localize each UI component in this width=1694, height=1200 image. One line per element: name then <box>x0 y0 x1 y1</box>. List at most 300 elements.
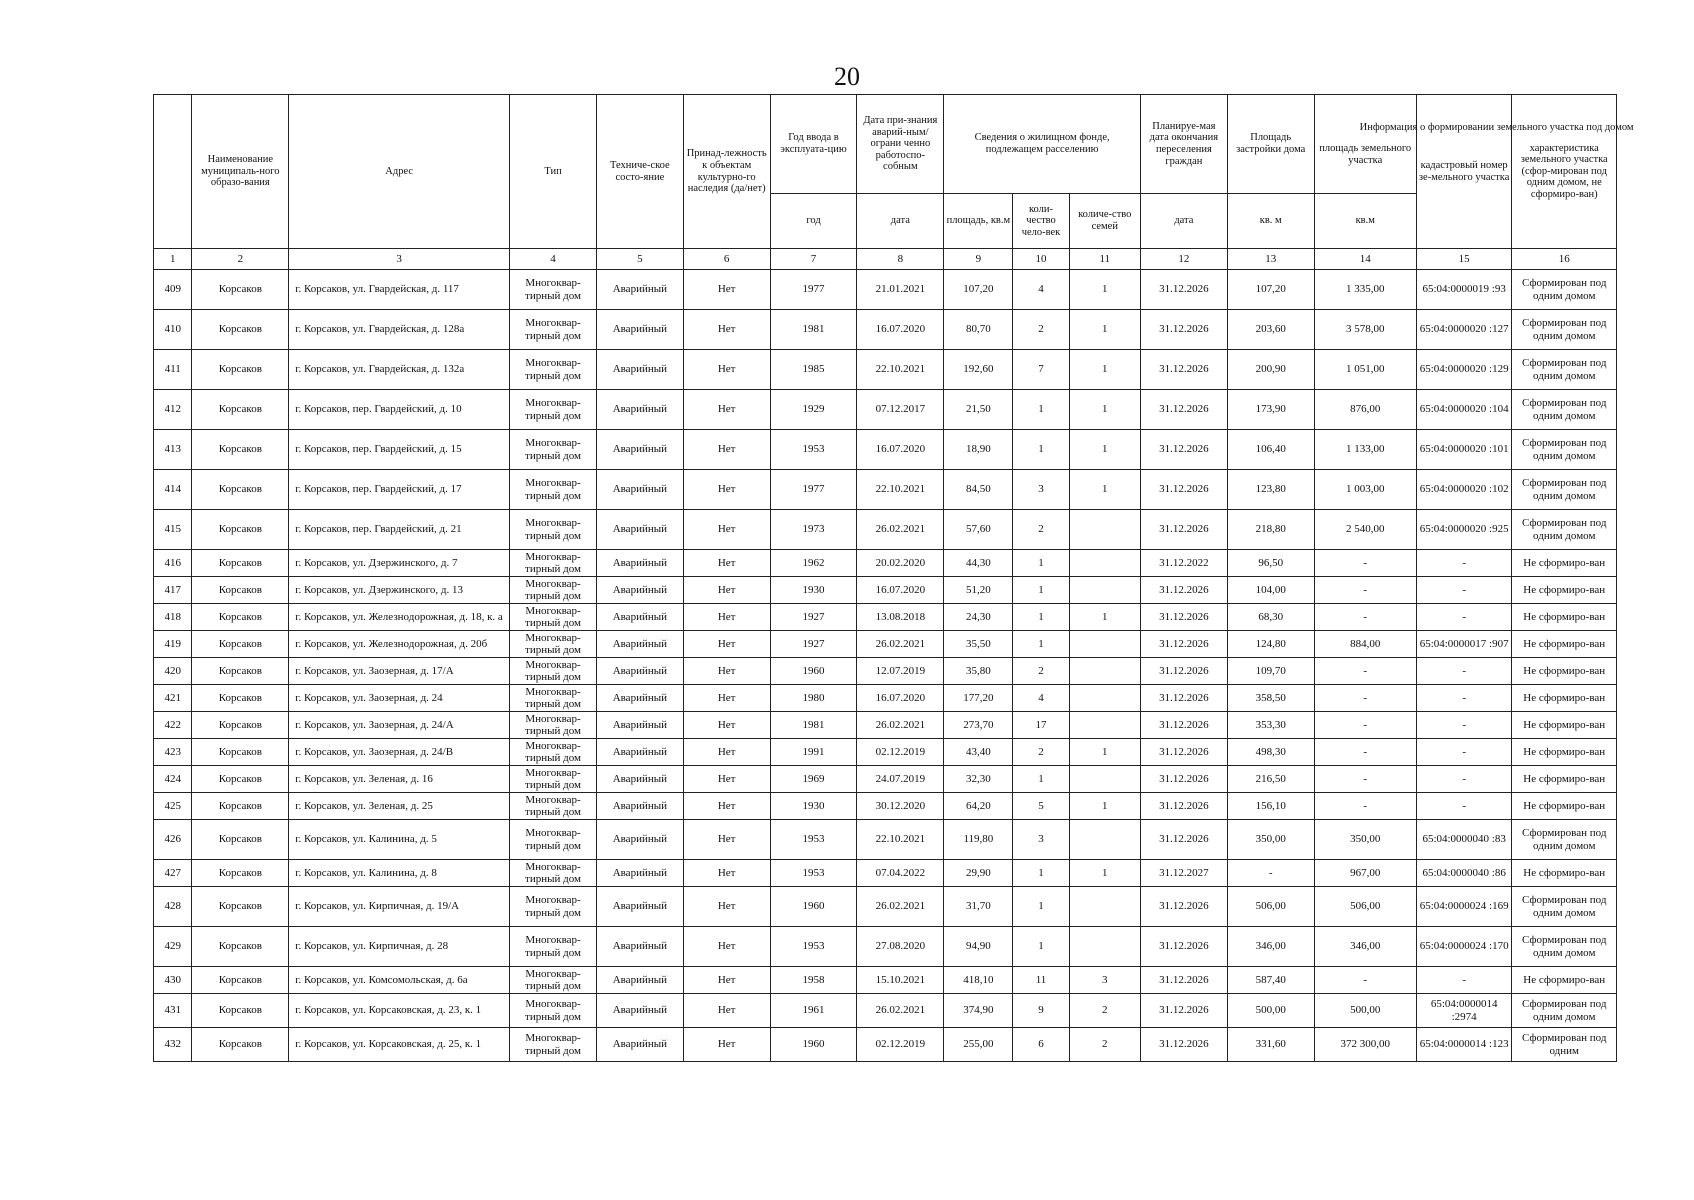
heritage-cell: Нет <box>683 1028 770 1062</box>
address-cell: г. Корсаков, ул. Корсаковская, д. 25, к. 1 <box>289 1028 510 1062</box>
year-cell: 1958 <box>770 967 857 994</box>
cadastral-number-cell: - <box>1416 793 1512 820</box>
land-area-cell: 967,00 <box>1314 860 1416 887</box>
header-heritage: Принад-лежность к объектам культурно-го наследия (да/нет) <box>683 95 770 249</box>
people-cell: 1 <box>1013 390 1069 430</box>
year-cell: 1930 <box>770 793 857 820</box>
year-cell: 1960 <box>770 1028 857 1062</box>
header-row-number <box>154 95 192 249</box>
people-cell: 2 <box>1013 510 1069 550</box>
header-land-area-unit: кв.м <box>1314 194 1416 249</box>
families-cell: 2 <box>1069 1028 1140 1062</box>
people-cell: 1 <box>1013 577 1069 604</box>
building-area-cell: 106,40 <box>1227 430 1314 470</box>
condition-cell: Аварийный <box>596 994 683 1028</box>
land-area-cell: 372 300,00 <box>1314 1028 1416 1062</box>
families-cell <box>1069 577 1140 604</box>
header-land-info-group: Информация о формировании земельного участка под домом <box>1359 121 1634 133</box>
table-row <box>154 310 1617 350</box>
emergency-date-cell: 12.07.2019 <box>857 658 944 685</box>
header-land-characteristic: характеристика земельного участка (сфор-мирован под одним домом, не сформиро-ван) <box>1512 95 1617 249</box>
address-cell: г. Корсаков, пер. Гвардейский, д. 21 <box>289 510 510 550</box>
row-number: 416 <box>154 550 192 577</box>
header-address: Адрес <box>289 95 510 249</box>
building-area-cell: 346,00 <box>1227 927 1314 967</box>
condition-cell: Аварийный <box>596 270 683 310</box>
relocation-date-cell: 31.12.2026 <box>1140 994 1227 1028</box>
heritage-cell: Нет <box>683 712 770 739</box>
municipality-cell: Корсаков <box>192 927 289 967</box>
condition-cell: Аварийный <box>596 793 683 820</box>
people-cell: 2 <box>1013 658 1069 685</box>
area-cell: 94,90 <box>944 927 1013 967</box>
people-cell: 1 <box>1013 927 1069 967</box>
people-cell: 7 <box>1013 350 1069 390</box>
land-characteristic-cell: Сформирован под одним домом <box>1512 470 1617 510</box>
table-row <box>154 860 1617 887</box>
heritage-cell: Нет <box>683 604 770 631</box>
table-row <box>154 994 1617 1028</box>
emergency-date-cell: 15.10.2021 <box>857 967 944 994</box>
area-cell: 29,90 <box>944 860 1013 887</box>
heritage-cell: Нет <box>683 739 770 766</box>
type-cell: Многоквар-тирный дом <box>510 658 597 685</box>
area-cell: 107,20 <box>944 270 1013 310</box>
emergency-date-cell: 07.12.2017 <box>857 390 944 430</box>
families-cell <box>1069 712 1140 739</box>
table-row <box>154 270 1617 310</box>
cadastral-number-cell: 65:04:0000014 :2974 <box>1416 994 1512 1028</box>
building-area-cell: 156,10 <box>1227 793 1314 820</box>
municipality-cell: Корсаков <box>192 766 289 793</box>
area-cell: 177,20 <box>944 685 1013 712</box>
area-cell: 44,30 <box>944 550 1013 577</box>
emergency-date-cell: 02.12.2019 <box>857 739 944 766</box>
type-cell: Многоквар-тирный дом <box>510 577 597 604</box>
area-cell: 43,40 <box>944 739 1013 766</box>
column-number: 10 <box>1013 249 1069 270</box>
year-cell: 1927 <box>770 604 857 631</box>
heritage-cell: Нет <box>683 860 770 887</box>
row-number: 411 <box>154 350 192 390</box>
row-number: 421 <box>154 685 192 712</box>
land-characteristic-cell: Не сформиро-ван <box>1512 793 1617 820</box>
area-cell: 35,80 <box>944 658 1013 685</box>
heritage-cell: Нет <box>683 887 770 927</box>
type-cell: Многоквар-тирный дом <box>510 604 597 631</box>
condition-cell: Аварийный <box>596 685 683 712</box>
land-area-cell: - <box>1314 967 1416 994</box>
relocation-date-cell: 31.12.2026 <box>1140 927 1227 967</box>
relocation-date-cell: 31.12.2022 <box>1140 550 1227 577</box>
address-cell: г. Корсаков, ул. Калинина, д. 8 <box>289 860 510 887</box>
land-characteristic-cell: Сформирован под одним домом <box>1512 887 1617 927</box>
area-cell: 64,20 <box>944 793 1013 820</box>
column-number: 14 <box>1314 249 1416 270</box>
land-area-cell: 884,00 <box>1314 631 1416 658</box>
condition-cell: Аварийный <box>596 967 683 994</box>
building-area-cell: 123,80 <box>1227 470 1314 510</box>
building-area-cell: 331,60 <box>1227 1028 1314 1062</box>
land-area-cell: - <box>1314 712 1416 739</box>
row-number: 427 <box>154 860 192 887</box>
address-cell: г. Корсаков, ул. Заозерная, д. 24/В <box>289 739 510 766</box>
municipality-cell: Корсаков <box>192 887 289 927</box>
table-row <box>154 631 1617 658</box>
emergency-date-cell: 22.10.2021 <box>857 820 944 860</box>
table-header <box>154 95 1634 270</box>
building-area-cell: 498,30 <box>1227 739 1314 766</box>
address-cell: г. Корсаков, ул. Железнодорожная, д. 20б <box>289 631 510 658</box>
address-cell: г. Корсаков, ул. Гвардейская, д. 128а <box>289 310 510 350</box>
emergency-date-cell: 22.10.2021 <box>857 350 944 390</box>
table-row <box>154 550 1617 577</box>
families-cell: 1 <box>1069 739 1140 766</box>
condition-cell: Аварийный <box>596 577 683 604</box>
building-area-cell: 587,40 <box>1227 967 1314 994</box>
emergency-date-cell: 30.12.2020 <box>857 793 944 820</box>
cadastral-number-cell: 65:04:0000020 :102 <box>1416 470 1512 510</box>
heritage-cell: Нет <box>683 310 770 350</box>
municipality-cell: Корсаков <box>192 631 289 658</box>
year-cell: 1991 <box>770 739 857 766</box>
row-number: 429 <box>154 927 192 967</box>
land-area-cell: - <box>1314 685 1416 712</box>
municipality-cell: Корсаков <box>192 712 289 739</box>
table-row <box>154 739 1617 766</box>
land-area-cell: 500,00 <box>1314 994 1416 1028</box>
land-area-cell: 346,00 <box>1314 927 1416 967</box>
row-number: 409 <box>154 270 192 310</box>
header-year-unit: год <box>770 194 857 249</box>
building-area-cell: 104,00 <box>1227 577 1314 604</box>
row-number: 410 <box>154 310 192 350</box>
type-cell: Многоквар-тирный дом <box>510 820 597 860</box>
relocation-date-cell: 31.12.2026 <box>1140 604 1227 631</box>
cadastral-number-cell: 65:04:0000020 :104 <box>1416 390 1512 430</box>
building-area-cell: 68,30 <box>1227 604 1314 631</box>
area-cell: 418,10 <box>944 967 1013 994</box>
land-characteristic-cell: Сформирован под одним домом <box>1512 270 1617 310</box>
people-cell: 2 <box>1013 310 1069 350</box>
cadastral-number-cell: - <box>1416 604 1512 631</box>
cadastral-number-cell: 65:04:0000024 :169 <box>1416 887 1512 927</box>
land-area-cell: - <box>1314 550 1416 577</box>
year-cell: 1960 <box>770 658 857 685</box>
cadastral-number-cell: - <box>1416 658 1512 685</box>
area-cell: 51,20 <box>944 577 1013 604</box>
area-cell: 57,60 <box>944 510 1013 550</box>
condition-cell: Аварийный <box>596 739 683 766</box>
condition-cell: Аварийный <box>596 712 683 739</box>
building-area-cell: 173,90 <box>1227 390 1314 430</box>
emergency-date-cell: 26.02.2021 <box>857 887 944 927</box>
type-cell: Многоквар-тирный дом <box>510 310 597 350</box>
emergency-date-cell: 26.02.2021 <box>857 712 944 739</box>
year-cell: 1981 <box>770 310 857 350</box>
emergency-date-cell: 21.01.2021 <box>857 270 944 310</box>
people-cell: 17 <box>1013 712 1069 739</box>
column-number: 12 <box>1140 249 1227 270</box>
address-cell: г. Корсаков, ул. Комсомольская, д. 6а <box>289 967 510 994</box>
building-area-cell: 350,00 <box>1227 820 1314 860</box>
families-cell <box>1069 820 1140 860</box>
condition-cell: Аварийный <box>596 470 683 510</box>
heritage-cell: Нет <box>683 631 770 658</box>
municipality-cell: Корсаков <box>192 270 289 310</box>
table-row <box>154 470 1617 510</box>
area-cell: 21,50 <box>944 390 1013 430</box>
row-number: 413 <box>154 430 192 470</box>
heritage-cell: Нет <box>683 390 770 430</box>
cadastral-number-cell: 65:04:0000020 :101 <box>1416 430 1512 470</box>
address-cell: г. Корсаков, пер. Гвардейский, д. 17 <box>289 470 510 510</box>
header-housing-group: Сведения о жилищном фонде, подлежащем расселению <box>944 95 1141 194</box>
condition-cell: Аварийный <box>596 820 683 860</box>
year-cell: 1985 <box>770 350 857 390</box>
column-number: 3 <box>289 249 510 270</box>
year-cell: 1981 <box>770 712 857 739</box>
emergency-date-cell: 16.07.2020 <box>857 577 944 604</box>
land-area-cell: - <box>1314 766 1416 793</box>
municipality-cell: Корсаков <box>192 550 289 577</box>
land-area-cell: 1 003,00 <box>1314 470 1416 510</box>
municipality-cell: Корсаков <box>192 577 289 604</box>
relocation-date-cell: 31.12.2026 <box>1140 739 1227 766</box>
table-row <box>154 658 1617 685</box>
header-type: Тип <box>510 95 597 249</box>
land-characteristic-cell: Не сформиро-ван <box>1512 685 1617 712</box>
year-cell: 1973 <box>770 510 857 550</box>
emergency-date-cell: 16.07.2020 <box>857 685 944 712</box>
families-cell <box>1069 631 1140 658</box>
heritage-cell: Нет <box>683 510 770 550</box>
land-area-cell: 3 578,00 <box>1314 310 1416 350</box>
address-cell: г. Корсаков, ул. Заозерная, д. 24/А <box>289 712 510 739</box>
type-cell: Многоквар-тирный дом <box>510 860 597 887</box>
area-cell: 273,70 <box>944 712 1013 739</box>
building-area-cell: 506,00 <box>1227 887 1314 927</box>
row-number: 415 <box>154 510 192 550</box>
relocation-date-cell: 31.12.2026 <box>1140 270 1227 310</box>
row-number: 414 <box>154 470 192 510</box>
table-row <box>154 577 1617 604</box>
municipality-cell: Корсаков <box>192 350 289 390</box>
header-area: площадь, кв.м <box>944 194 1013 249</box>
column-number-row <box>154 249 1617 270</box>
address-cell: г. Корсаков, ул. Калинина, д. 5 <box>289 820 510 860</box>
land-characteristic-cell: Сформирован под одним домом <box>1512 430 1617 470</box>
header-relocation-unit: дата <box>1140 194 1227 249</box>
type-cell: Многоквар-тирный дом <box>510 1028 597 1062</box>
land-characteristic-cell: Сформирован под одним <box>1512 1028 1617 1062</box>
municipality-cell: Корсаков <box>192 685 289 712</box>
building-area-cell: 358,50 <box>1227 685 1314 712</box>
row-number: 419 <box>154 631 192 658</box>
column-number: 5 <box>596 249 683 270</box>
type-cell: Многоквар-тирный дом <box>510 887 597 927</box>
column-number: 8 <box>857 249 944 270</box>
heritage-cell: Нет <box>683 470 770 510</box>
address-cell: г. Корсаков, ул. Зеленая, д. 25 <box>289 793 510 820</box>
cadastral-number-cell: 65:04:0000020 :127 <box>1416 310 1512 350</box>
people-cell: 11 <box>1013 967 1069 994</box>
column-number: 2 <box>192 249 289 270</box>
heritage-cell: Нет <box>683 685 770 712</box>
row-number: 432 <box>154 1028 192 1062</box>
people-cell: 1 <box>1013 430 1069 470</box>
relocation-date-cell: 31.12.2026 <box>1140 631 1227 658</box>
condition-cell: Аварийный <box>596 631 683 658</box>
municipality-cell: Корсаков <box>192 430 289 470</box>
municipality-cell: Корсаков <box>192 470 289 510</box>
row-number: 424 <box>154 766 192 793</box>
header-building-area-group: Площадь застройки дома <box>1227 95 1314 194</box>
condition-cell: Аварийный <box>596 350 683 390</box>
land-area-cell: - <box>1314 739 1416 766</box>
families-cell: 1 <box>1069 270 1140 310</box>
heritage-cell: Нет <box>683 793 770 820</box>
address-cell: г. Корсаков, ул. Зеленая, д. 16 <box>289 766 510 793</box>
relocation-date-cell: 31.12.2026 <box>1140 658 1227 685</box>
heritage-cell: Нет <box>683 766 770 793</box>
families-cell <box>1069 927 1140 967</box>
people-cell: 1 <box>1013 550 1069 577</box>
area-cell: 31,70 <box>944 887 1013 927</box>
families-cell <box>1069 658 1140 685</box>
land-characteristic-cell: Не сформиро-ван <box>1512 577 1617 604</box>
heritage-cell: Нет <box>683 994 770 1028</box>
condition-cell: Аварийный <box>596 604 683 631</box>
building-area-cell: 200,90 <box>1227 350 1314 390</box>
relocation-date-cell: 31.12.2026 <box>1140 310 1227 350</box>
land-characteristic-cell: Не сформиро-ван <box>1512 766 1617 793</box>
land-characteristic-cell: Не сформиро-ван <box>1512 658 1617 685</box>
people-cell: 4 <box>1013 270 1069 310</box>
land-area-cell: 506,00 <box>1314 887 1416 927</box>
type-cell: Многоквар-тирный дом <box>510 739 597 766</box>
land-area-cell: 1 051,00 <box>1314 350 1416 390</box>
families-cell <box>1069 510 1140 550</box>
emergency-date-cell: 13.08.2018 <box>857 604 944 631</box>
cadastral-number-cell: 65:04:0000020 :129 <box>1416 350 1512 390</box>
land-characteristic-cell: Сформирован под одним домом <box>1512 820 1617 860</box>
emergency-date-cell: 02.12.2019 <box>857 1028 944 1062</box>
building-area-cell: 96,50 <box>1227 550 1314 577</box>
cadastral-number-cell: 65:04:0000024 :170 <box>1416 927 1512 967</box>
condition-cell: Аварийный <box>596 550 683 577</box>
type-cell: Многоквар-тирный дом <box>510 350 597 390</box>
table-row <box>154 927 1617 967</box>
address-cell: г. Корсаков, пер. Гвардейский, д. 15 <box>289 430 510 470</box>
condition-cell: Аварийный <box>596 927 683 967</box>
relocation-date-cell: 31.12.2026 <box>1140 510 1227 550</box>
people-cell: 6 <box>1013 1028 1069 1062</box>
families-cell: 1 <box>1069 430 1140 470</box>
families-cell <box>1069 887 1140 927</box>
type-cell: Многоквар-тирный дом <box>510 927 597 967</box>
people-cell: 1 <box>1013 887 1069 927</box>
type-cell: Многоквар-тирный дом <box>510 430 597 470</box>
land-characteristic-cell: Не сформиро-ван <box>1512 712 1617 739</box>
emergency-date-cell: 07.04.2022 <box>857 860 944 887</box>
emergency-date-cell: 26.02.2021 <box>857 510 944 550</box>
condition-cell: Аварийный <box>596 658 683 685</box>
relocation-date-cell: 31.12.2027 <box>1140 860 1227 887</box>
type-cell: Многоквар-тирный дом <box>510 994 597 1028</box>
area-cell: 80,70 <box>944 310 1013 350</box>
type-cell: Многоквар-тирный дом <box>510 793 597 820</box>
people-cell: 1 <box>1013 631 1069 658</box>
municipality-cell: Корсаков <box>192 1028 289 1062</box>
families-cell: 1 <box>1069 604 1140 631</box>
families-cell: 1 <box>1069 793 1140 820</box>
table-row <box>154 887 1617 927</box>
header-families: количе-ство семей <box>1069 194 1140 249</box>
row-number: 428 <box>154 887 192 927</box>
area-cell: 192,60 <box>944 350 1013 390</box>
condition-cell: Аварийный <box>596 1028 683 1062</box>
address-cell: г. Корсаков, ул. Гвардейская, д. 117 <box>289 270 510 310</box>
people-cell: 5 <box>1013 793 1069 820</box>
header-municipality: Наименование муниципаль-ного образо-вания <box>192 95 289 249</box>
header-cadastral: кадастровый номер зе-мельного участка <box>1416 95 1512 249</box>
land-characteristic-cell: Не сформиро-ван <box>1512 739 1617 766</box>
table-row <box>154 510 1617 550</box>
table-row <box>154 685 1617 712</box>
people-cell: 9 <box>1013 994 1069 1028</box>
header-relocation-group: Планируе-мая дата окончания переселения граждан <box>1140 95 1227 194</box>
column-number: 6 <box>683 249 770 270</box>
building-area-cell: 500,00 <box>1227 994 1314 1028</box>
land-characteristic-cell: Не сформиро-ван <box>1512 860 1617 887</box>
land-area-cell: 876,00 <box>1314 390 1416 430</box>
address-cell: г. Корсаков, ул. Заозерная, д. 17/А <box>289 658 510 685</box>
families-cell: 1 <box>1069 390 1140 430</box>
address-cell: г. Корсаков, ул. Кирпичная, д. 28 <box>289 927 510 967</box>
relocation-date-cell: 31.12.2026 <box>1140 887 1227 927</box>
building-area-cell: 107,20 <box>1227 270 1314 310</box>
row-number: 430 <box>154 967 192 994</box>
row-number: 426 <box>154 820 192 860</box>
year-cell: 1953 <box>770 430 857 470</box>
relocation-date-cell: 31.12.2026 <box>1140 390 1227 430</box>
header-year-group: Год ввода в эксплуата-цию <box>770 95 857 194</box>
relocation-date-cell: 31.12.2026 <box>1140 470 1227 510</box>
land-characteristic-cell: Не сформиро-ван <box>1512 550 1617 577</box>
column-number: 1 <box>154 249 192 270</box>
row-number: 412 <box>154 390 192 430</box>
emergency-date-cell: 20.02.2020 <box>857 550 944 577</box>
condition-cell: Аварийный <box>596 860 683 887</box>
emergency-date-cell: 24.07.2019 <box>857 766 944 793</box>
header-emergency-group: Дата при-знания аварий-ным/ограни ченно работоспо-собным <box>857 95 944 194</box>
building-area-cell: 203,60 <box>1227 310 1314 350</box>
year-cell: 1977 <box>770 270 857 310</box>
heritage-cell: Нет <box>683 658 770 685</box>
land-area-cell: 350,00 <box>1314 820 1416 860</box>
land-characteristic-cell: Сформирован под одним домом <box>1512 350 1617 390</box>
area-cell: 18,90 <box>944 430 1013 470</box>
year-cell: 1980 <box>770 685 857 712</box>
municipality-cell: Корсаков <box>192 658 289 685</box>
relocation-date-cell: 31.12.2026 <box>1140 685 1227 712</box>
cadastral-number-cell: 65:04:0000019 :93 <box>1416 270 1512 310</box>
land-area-cell: 1 335,00 <box>1314 270 1416 310</box>
type-cell: Многоквар-тирный дом <box>510 550 597 577</box>
land-characteristic-cell: Сформирован под одним домом <box>1512 510 1617 550</box>
cadastral-number-cell: - <box>1416 712 1512 739</box>
